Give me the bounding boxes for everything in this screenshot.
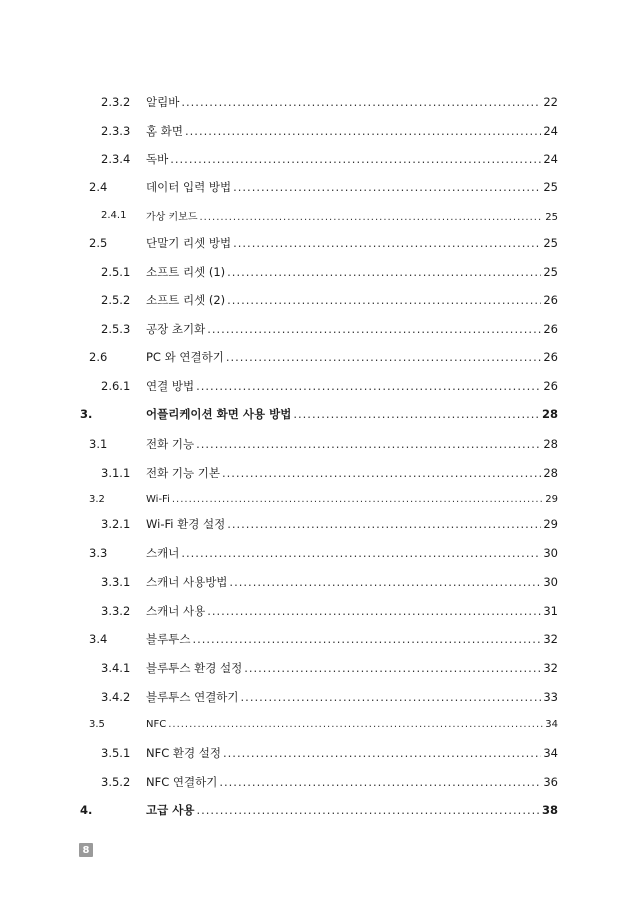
toc-entry-page: 25 bbox=[543, 265, 558, 279]
toc-entry[interactable] bbox=[0, 658, 638, 678]
toc-entry-title: 블루투스 연결하기 bbox=[146, 690, 239, 704]
toc-entry-title: 스캐너 bbox=[146, 546, 180, 560]
toc-entry-title: 소프트 리셋 (1) bbox=[146, 265, 226, 279]
toc-entry-title: 홈 화면 bbox=[146, 124, 183, 138]
toc-entry[interactable] bbox=[0, 714, 638, 734]
toc-entry-page: 22 bbox=[543, 95, 558, 109]
toc-entry-number: 3.5 bbox=[89, 718, 105, 730]
toc-entry[interactable] bbox=[0, 177, 638, 197]
toc-entry-title: Wi-Fi bbox=[146, 493, 170, 505]
toc-entry-number: 2.3.2 bbox=[101, 95, 131, 109]
toc-entry-page: 26 bbox=[543, 379, 558, 393]
toc-entry-title: Wi-Fi 환경 설정 bbox=[146, 517, 226, 531]
toc-entry-number: 3.4 bbox=[89, 632, 108, 646]
toc-entry-number: 2.3.3 bbox=[101, 124, 131, 138]
toc-entry-page: 25 bbox=[543, 236, 558, 250]
toc-entry-number: 3.4.2 bbox=[101, 690, 131, 704]
toc-entry-title: 단말기 리셋 방법 bbox=[146, 236, 232, 250]
toc-entry-page: 31 bbox=[543, 604, 558, 618]
toc-entry-title: 블루투스 환경 설정 bbox=[146, 661, 243, 675]
toc-entry-number: 3.5.2 bbox=[101, 775, 131, 789]
toc-entry-page: 33 bbox=[543, 690, 558, 704]
toc-entry-page: 38 bbox=[541, 803, 558, 817]
toc-entry-number: 3. bbox=[80, 407, 93, 421]
toc-entry[interactable] bbox=[0, 205, 638, 225]
toc-entry-title: 스캐너 사용 bbox=[146, 604, 206, 618]
toc-entry-title: NFC 환경 설정 bbox=[146, 746, 221, 760]
toc-entry-number: 2.5.2 bbox=[101, 293, 131, 307]
toc-entry-page: 25 bbox=[543, 180, 558, 194]
toc-entry-page: 28 bbox=[543, 437, 558, 451]
toc-entry[interactable] bbox=[0, 149, 638, 169]
toc-entry-number: 3.5.1 bbox=[101, 746, 131, 760]
toc-entry-page: 30 bbox=[543, 575, 558, 589]
toc-entry-number: 3.4.1 bbox=[101, 661, 131, 675]
toc-entry-title: 전화 기능 기본 bbox=[146, 466, 220, 480]
toc-entry-page: 32 bbox=[543, 632, 558, 646]
toc-entry-page: 26 bbox=[543, 293, 558, 307]
toc-entry-number: 4. bbox=[80, 803, 93, 817]
toc-entry-number: 3.1 bbox=[89, 437, 108, 451]
toc-entry[interactable] bbox=[0, 772, 638, 792]
toc-entry-page: 25 bbox=[545, 211, 558, 223]
toc-entry-number: 3.3 bbox=[89, 546, 108, 560]
toc-entry-number: 2.4.1 bbox=[101, 209, 127, 221]
toc-entry-number: 3.1.1 bbox=[101, 466, 131, 480]
toc-entry-page: 26 bbox=[543, 322, 558, 336]
toc-entry-number: 2.5.1 bbox=[101, 265, 131, 279]
toc-entry[interactable] bbox=[0, 687, 638, 707]
toc-entry[interactable] bbox=[0, 121, 638, 141]
toc-entry-number: 2.6.1 bbox=[101, 379, 131, 393]
toc-entry-page: 24 bbox=[543, 152, 558, 166]
toc-entry[interactable] bbox=[0, 629, 638, 649]
toc-entry-title: 전화 기능 bbox=[146, 437, 195, 451]
toc-entry-page: 26 bbox=[543, 350, 558, 364]
toc-entry-number: 3.3.1 bbox=[101, 575, 131, 589]
toc-entry[interactable] bbox=[0, 489, 638, 509]
toc-entry-number: 2.3.4 bbox=[101, 152, 131, 166]
toc-entry-title: 어플리케이션 화면 사용 방법 bbox=[146, 407, 292, 421]
toc-entry-page: 36 bbox=[543, 775, 558, 789]
toc-entry[interactable] bbox=[0, 514, 638, 534]
toc-entry-title: 공장 초기화 bbox=[146, 322, 206, 336]
toc-entry[interactable] bbox=[0, 463, 638, 483]
toc-entry[interactable] bbox=[0, 404, 638, 424]
toc-entry[interactable] bbox=[0, 376, 638, 396]
toc-entry-number: 2.5 bbox=[89, 236, 108, 250]
toc-entry[interactable] bbox=[0, 543, 638, 563]
toc-entry[interactable] bbox=[0, 601, 638, 621]
toc-entry[interactable] bbox=[0, 572, 638, 592]
toc-entry-title: 스캐너 사용방법 bbox=[146, 575, 228, 589]
toc-entry-title: 가상 키보드 bbox=[146, 211, 198, 223]
toc-entry-title: 연결 방법 bbox=[146, 379, 195, 393]
toc-entry-number: 2.4 bbox=[89, 180, 108, 194]
toc-entry-title: 데이터 입력 방법 bbox=[146, 180, 232, 194]
toc-entry[interactable] bbox=[0, 290, 638, 310]
toc-entry[interactable] bbox=[0, 262, 638, 282]
toc-entry-title: NFC 연결하기 bbox=[146, 775, 218, 789]
toc-entry-title: 블루투스 bbox=[146, 632, 191, 646]
toc-entry-number: 2.6 bbox=[89, 350, 108, 364]
toc-entry-number: 2.5.3 bbox=[101, 322, 131, 336]
toc-entry[interactable] bbox=[0, 319, 638, 339]
toc-entry-page: 32 bbox=[543, 661, 558, 675]
toc-entry[interactable] bbox=[0, 233, 638, 253]
toc-entry-page: 34 bbox=[543, 746, 558, 760]
toc-entry[interactable] bbox=[0, 434, 638, 454]
toc-entry-title: 고급 사용 bbox=[146, 803, 195, 817]
toc-entry-page: 28 bbox=[541, 407, 558, 421]
toc-entry-number: 3.3.2 bbox=[101, 604, 131, 618]
toc-entry-page: 29 bbox=[545, 493, 558, 505]
toc-entry[interactable] bbox=[0, 743, 638, 763]
toc-entry-number: 3.2.1 bbox=[101, 517, 131, 531]
page-number-badge: 8 bbox=[79, 843, 93, 857]
toc-entry[interactable] bbox=[0, 92, 638, 112]
toc-entry[interactable] bbox=[0, 347, 638, 367]
toc-entry-page: 34 bbox=[545, 718, 558, 730]
toc-entry-title: 소프트 리셋 (2) bbox=[146, 293, 226, 307]
toc-entry-title: PC 와 연결하기 bbox=[146, 350, 224, 364]
toc-entry[interactable] bbox=[0, 800, 638, 820]
toc-entry-number: 3.2 bbox=[89, 493, 105, 505]
toc-entry-title: NFC bbox=[146, 718, 167, 730]
toc-entry-page: 24 bbox=[543, 124, 558, 138]
toc-entry-title: 알림바 bbox=[146, 95, 180, 109]
toc-entry-page: 30 bbox=[543, 546, 558, 560]
toc-entry-title: 독바 bbox=[146, 152, 169, 166]
toc-entry-page: 28 bbox=[543, 466, 558, 480]
toc-entry-page: 29 bbox=[543, 517, 558, 531]
